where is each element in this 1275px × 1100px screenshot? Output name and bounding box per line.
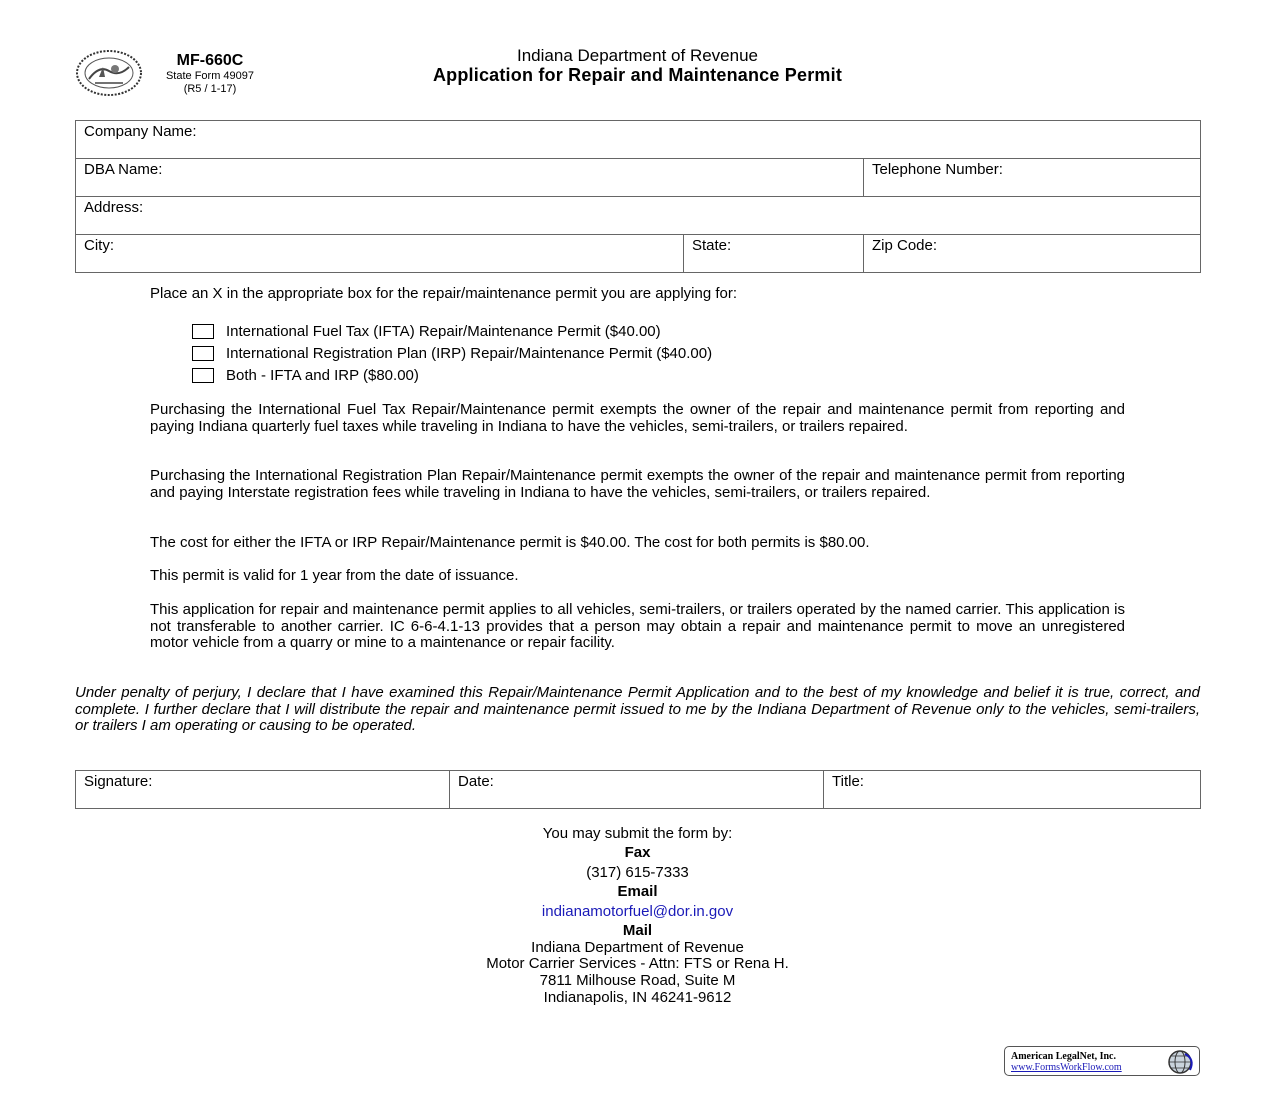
both-option-label: Both - IFTA and IRP ($80.00) — [226, 366, 419, 384]
page-title: Application for Repair and Maintenance Permit — [432, 65, 843, 85]
city-field[interactable]: City: — [76, 235, 684, 273]
zip-code-field[interactable]: Zip Code: — [864, 235, 1201, 273]
both-checkbox[interactable] — [192, 368, 214, 383]
email-link[interactable]: indianamotorfuel@dor.in.gov — [541, 903, 734, 920]
mail-label: Mail — [622, 922, 653, 939]
ifta-description: Purchasing the International Fuel Tax Repair/Maintenance permit exempts the owner of the repair and maintenance permit from reporting and paying Indiana quarterly fuel taxes while traveling in Indiana to have the vehicles, semi-trailers, or trailers repaired. — [150, 401, 1125, 435]
state-form-number: State Form 49097 — [165, 70, 255, 82]
dba-name-field[interactable]: DBA Name: — [76, 159, 864, 197]
mail-address-line: Indiana Department of Revenue — [531, 939, 744, 956]
signature-table — [75, 770, 1201, 809]
title-field[interactable]: Title: — [824, 771, 1201, 809]
globe-icon — [1163, 1049, 1197, 1075]
department-name: Indiana Department of Revenue — [517, 46, 758, 65]
submit-intro: You may submit the form by: — [542, 825, 733, 842]
ifta-checkbox[interactable] — [192, 324, 214, 339]
form-revision: (R5 / 1-17) — [183, 83, 237, 95]
validity-statement: This permit is valid for 1 year from the date of issuance. — [150, 567, 519, 584]
fax-number: (317) 615-7333 — [586, 864, 689, 881]
fax-label: Fax — [624, 844, 651, 861]
address-field[interactable]: Address: — [76, 197, 1201, 235]
applicability-statement: This application for repair and maintenance permit applies to all vehicles, semi-trailers, or trailers operated by the named carrier. This application is not transferable to another carrier. IC 6-6-4.1-13 provides that a person may obtain a repair and maintenance permit to move an unregistered motor vehicle from a quarry or mine to a maintenance or repair facility. — [150, 601, 1125, 652]
irp-option-label: International Registration Plan (IRP) Repair/Maintenance Permit ($40.00) — [226, 344, 713, 362]
email-label: Email — [617, 883, 658, 900]
state-field[interactable]: State: — [684, 235, 864, 273]
option-ifta[interactable] — [192, 321, 661, 341]
mail-address-line: Motor Carrier Services - Attn: FTS or Rena H. — [486, 955, 789, 972]
perjury-declaration: Under penalty of perjury, I declare that I have examined this Repair/Maintenance Permit Application and to the best of my knowledge and belief it is true, correct, and complete. I further declare that I will distribute the repair and maintenance permit issued to me by the Indiana Department of Revenue only to the vehicles, semi-trailers, or trailers I am operating or causing to be operated. — [75, 684, 1200, 735]
legalnet-badge[interactable] — [1004, 1046, 1200, 1076]
irp-checkbox[interactable] — [192, 346, 214, 361]
option-irp[interactable] — [192, 343, 712, 363]
telephone-field[interactable]: Telephone Number: — [864, 159, 1201, 197]
ifta-option-label: International Fuel Tax (IFTA) Repair/Maintenance Permit ($40.00) — [226, 322, 661, 340]
irp-description: Purchasing the International Registration Plan Repair/Maintenance permit exempts the owner of the repair and maintenance permit from reporting and paying Interstate registration fees while traveling in Indiana to have the vehicles, semi-trailers, or trailers repaired. — [150, 467, 1125, 501]
applicant-info-table — [75, 120, 1201, 273]
mail-address-line: Indianapolis, IN 46241-9612 — [543, 989, 732, 1006]
company-name-field[interactable]: Company Name: — [76, 121, 1201, 159]
date-field[interactable]: Date: — [450, 771, 824, 809]
form-code: MF-660C — [176, 52, 244, 69]
signature-field[interactable]: Signature: — [76, 771, 450, 809]
option-both[interactable] — [192, 365, 419, 385]
badge-url[interactable]: www.FormsWorkFlow.com — [1011, 1062, 1122, 1073]
cost-statement: The cost for either the IFTA or IRP Repair/Maintenance permit is $40.00. The cost for both permits is $80.00. — [150, 534, 870, 551]
badge-company: American LegalNet, Inc. — [1011, 1051, 1116, 1062]
checkbox-instruction: Place an X in the appropriate box for the repair/maintenance permit you are applying for: — [150, 285, 738, 302]
mail-address-line: 7811 Milhouse Road, Suite M — [539, 972, 736, 989]
